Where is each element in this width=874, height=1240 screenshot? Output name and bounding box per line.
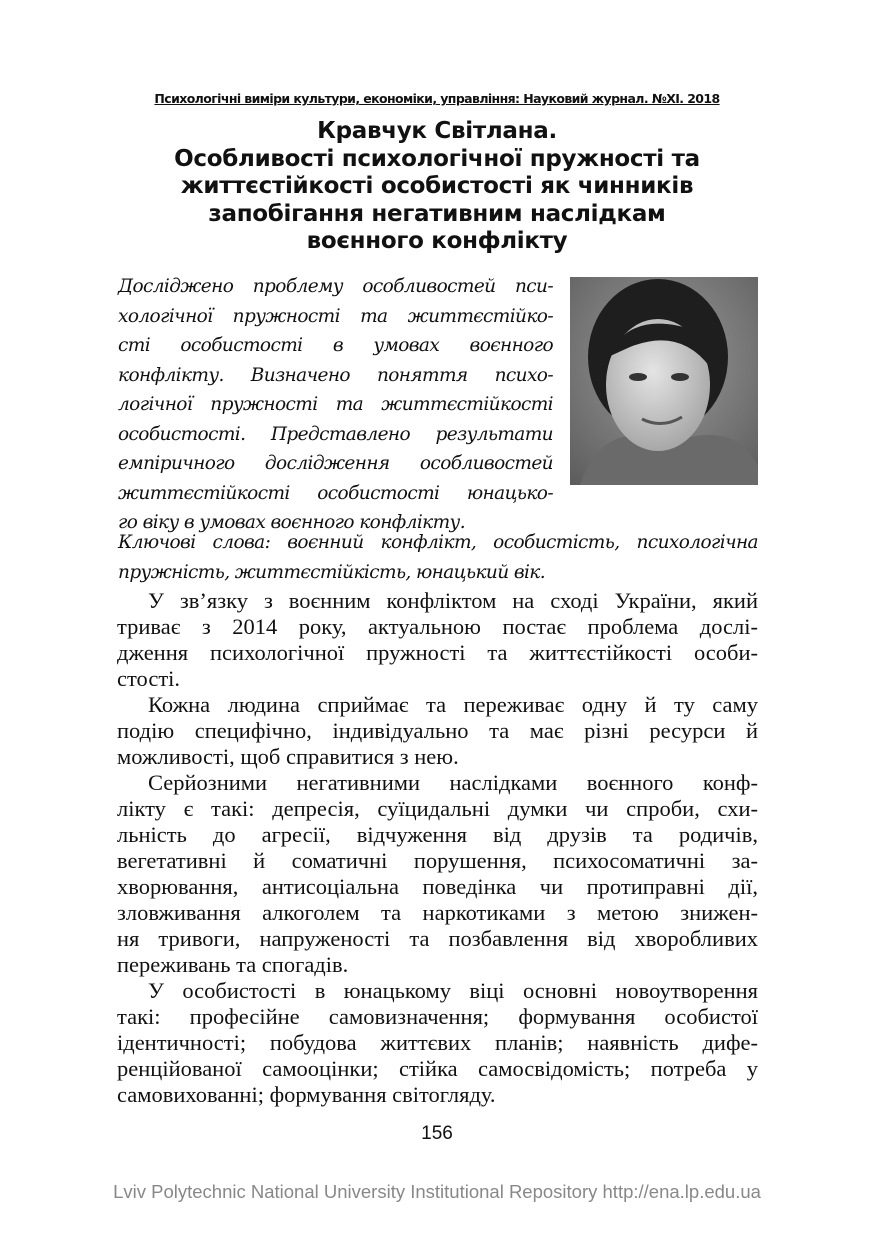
abstract-line: емпіричного дослідження особливостей	[118, 453, 553, 474]
body-line: Серйозними негативними наслідками воєнного конф-	[148, 770, 758, 795]
abstract	[118, 272, 553, 538]
abstract-line: особистості. Представлено результати	[118, 423, 553, 445]
body-line: переживань та спогадів.	[117, 952, 349, 977]
body-line: дження психологічної пружності та життєстійкості особи-	[117, 640, 758, 665]
page-number: 156	[421, 1123, 453, 1144]
body-line: зловживання алкоголем та наркотиками з метою знижен-	[117, 900, 758, 925]
body-line: триває з 2014 року, актуальною постає проблема дослі-	[117, 614, 758, 639]
body-line: ня тривоги, напруженості та позбавлення від хворобливих	[117, 926, 758, 951]
abstract-line: хологічної пружності та життєстійко-	[118, 305, 553, 327]
title-line: життєстійкості особистості як чинників	[180, 173, 694, 199]
repository-footer: Lviv Polytechnic National University Institutional Repository http://ena.lp.edu.ua	[113, 1181, 761, 1202]
abstract-line: Досліджено проблему особливостей пси-	[118, 276, 553, 297]
author-photo	[570, 277, 758, 485]
title-line: Кравчук Світлана.	[317, 118, 557, 144]
body-line: подію специфічно, індивідуально та має різні ресурси й	[117, 718, 758, 743]
body-line: можливості, щоб справитися з нею.	[117, 744, 459, 769]
paragraph	[117, 978, 758, 1108]
body-line: У особистості в юнацькому віці основні новоутворення	[148, 978, 758, 1003]
abstract-line: го віку в умовах воєнного конфлікту.	[118, 512, 465, 533]
article-title	[0, 118, 874, 256]
body-text	[117, 588, 758, 1108]
body-line: ренційованої самооцінки; стійка самосвідомість; потреба у	[117, 1056, 758, 1081]
abstract-line: сті особистості в умовах воєнного	[118, 335, 553, 356]
paragraph	[117, 692, 758, 770]
body-line: ідентичності; побудова життєвих планів; наявність дифе-	[117, 1030, 758, 1055]
body-line: Кожна людина сприймає та переживає одну й ту саму	[148, 692, 758, 717]
paragraph	[117, 588, 758, 692]
title-line: воєнного конфлікту	[306, 228, 568, 254]
keywords-line: пружність, життєстійкість, юнацький вік.	[118, 561, 546, 583]
body-line: лікту є такі: депресія, суїцидальні думки чи спроби, схи-	[117, 796, 758, 821]
title-line: Особливості психологічної пружності та	[174, 145, 700, 172]
body-line: льність до агресії, відчуження від друзів та родичів,	[117, 822, 758, 847]
keywords-line: Ключові слова: воєнний конфлікт, особистість, психологічна	[118, 532, 758, 553]
title-line: запобігання негативним наслідкам	[208, 200, 666, 227]
body-line: такі: професійне самовизначення; формування особистої	[117, 1004, 758, 1029]
body-line: самовихованні; формування світогляду.	[117, 1082, 496, 1107]
body-line: У зв’язку з воєнним конфліктом на сході України, який	[148, 588, 758, 613]
paragraph	[117, 770, 758, 978]
abstract-line: логічної пружності та життєстійкості	[118, 394, 553, 415]
abstract-line: життєстійкості особистості юнацько-	[118, 482, 553, 504]
keywords	[118, 528, 758, 587]
body-line: вегетативні й соматичні порушення, психосоматичні за-	[117, 848, 758, 873]
abstract-line: конфлікту. Визначено поняття психо-	[118, 364, 553, 386]
journal-header: Психологічні виміри культури, економіки, управління: Науковий журнал. №XI. 2018	[154, 91, 720, 106]
body-line: хворювання, антисоціальна поведінка чи протиправні дії,	[117, 874, 758, 899]
body-line: стості.	[117, 666, 181, 691]
